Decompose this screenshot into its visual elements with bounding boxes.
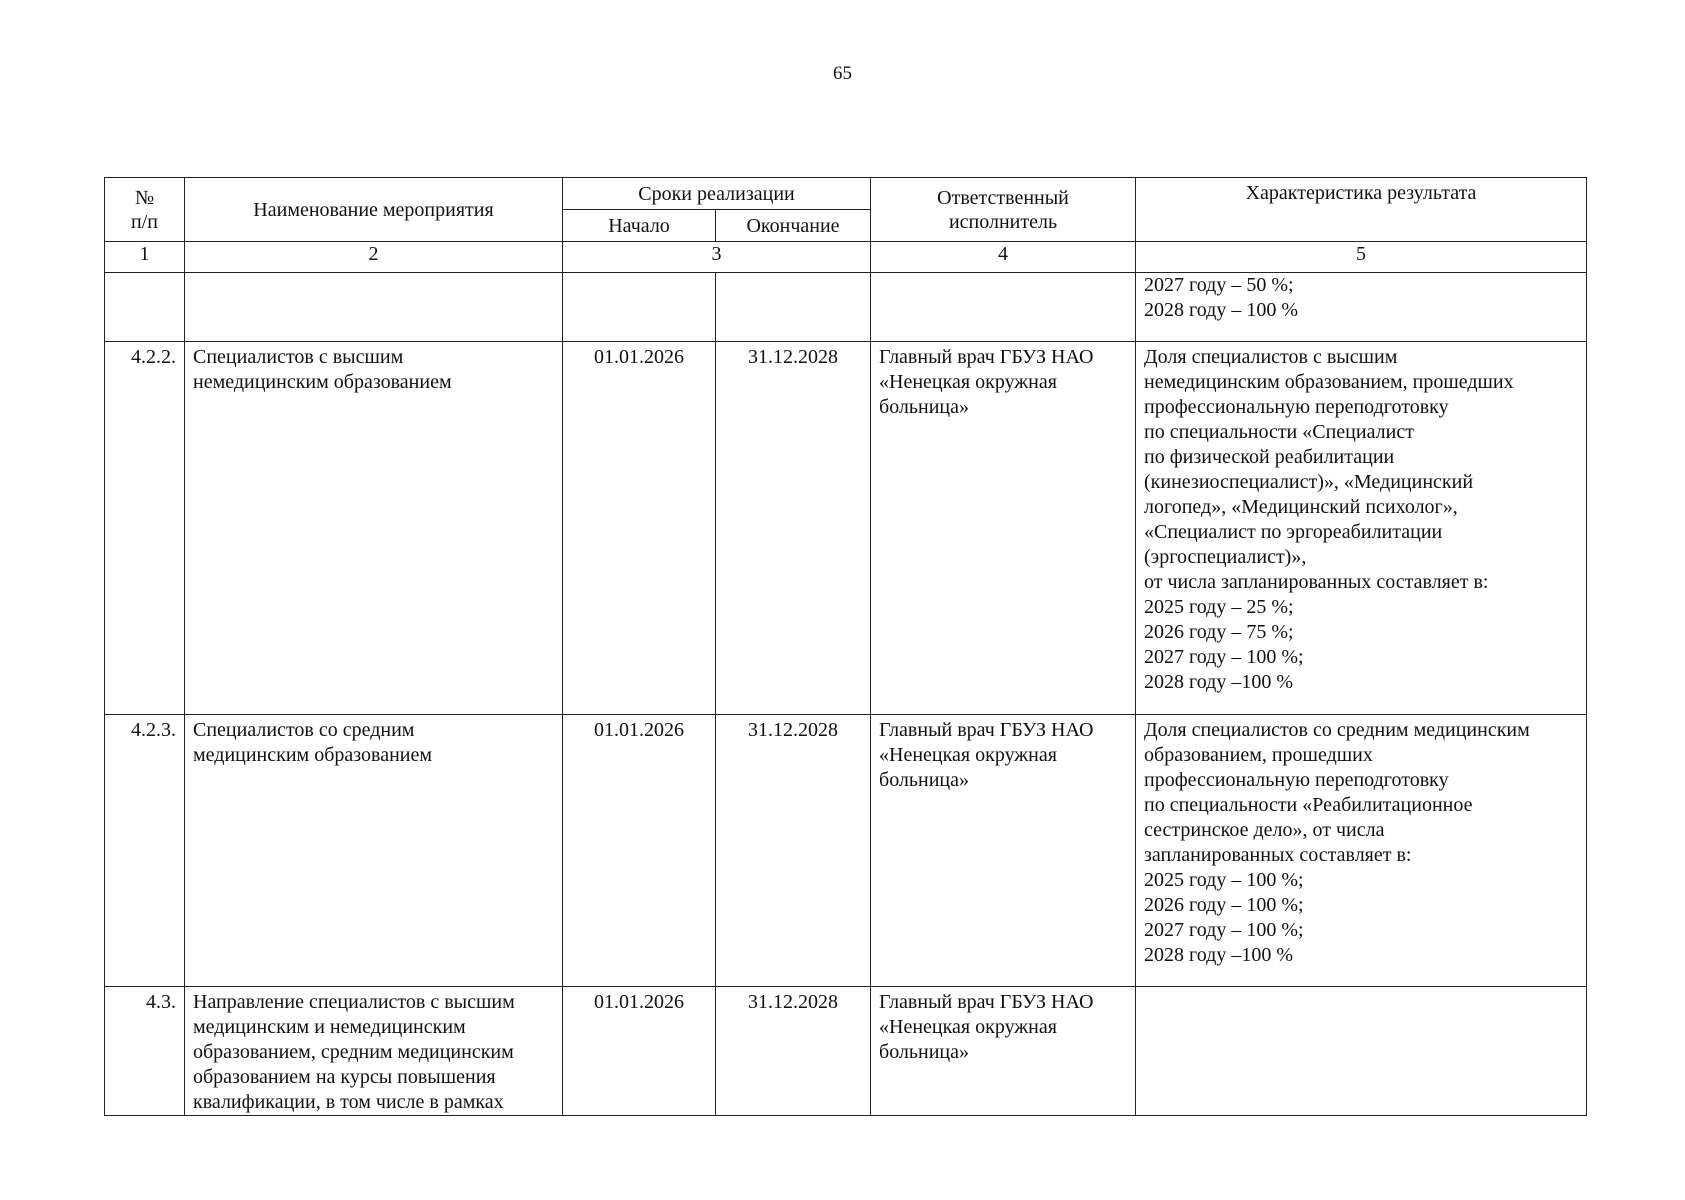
row-responsible — [871, 273, 1136, 342]
header-period: Сроки реализации — [563, 178, 871, 210]
row-start: 01.01.2026 — [563, 987, 716, 1116]
row-responsible: Главный врач ГБУЗ НАО «Ненецкая окружная больница» — [871, 715, 1136, 987]
row-num: 4.3. — [105, 987, 185, 1116]
row-end: 31.12.2028 — [716, 715, 871, 987]
table-row — [105, 715, 1587, 987]
row-num: 4.2.2. — [105, 342, 185, 715]
row-end: 31.12.2028 — [716, 342, 871, 715]
activities-table — [104, 177, 1587, 1116]
row-result: Доля специалистов со средним медицинским образованием, прошедших профессиональную переподготовку по специальности «Реабилитационное сестринское дело», от числа запланированных составляет в: 2025 году – 100 %; 2026 году – 100 %; 2027 году – 100 %; 2028 году –100 % — [1136, 715, 1587, 987]
row-name: Специалистов со средним медицинским образованием — [185, 715, 563, 987]
header-name: Наименование мероприятия — [185, 178, 563, 242]
row-num: 4.2.3. — [105, 715, 185, 987]
row-start — [563, 273, 716, 342]
row-result: Доля специалистов с высшим немедицинским образованием, прошедших профессиональную переподготовку по специальности «Специалист по физической реабилитации (кинезиоспециалист)», «Медицинский логопед», «Медицинский психолог», «Специалист по эргореабилитации (эргоспециалист)», от числа запланированных составляет в: 2025 году – 25 %; 2026 году – 75 %; 2027 году – 100 %; 2028 году –100 % — [1136, 342, 1587, 715]
row-name: Специалистов с высшим немедицинским образованием — [185, 342, 563, 715]
row-responsible: Главный врач ГБУЗ НАО «Ненецкая окружная больница» — [871, 342, 1136, 715]
row-start: 01.01.2026 — [563, 715, 716, 987]
column-number: 1 — [105, 242, 185, 273]
row-end: 31.12.2028 — [716, 987, 871, 1116]
row-start: 01.01.2026 — [563, 342, 716, 715]
header-responsible: Ответственный исполнитель — [871, 178, 1136, 242]
table-row — [105, 342, 1587, 715]
row-responsible: Главный врач ГБУЗ НАО «Ненецкая окружная больница» — [871, 987, 1136, 1116]
column-numbers-row — [105, 242, 1587, 273]
column-number: 4 — [871, 242, 1136, 273]
row-name — [185, 273, 563, 342]
row-result — [1136, 987, 1587, 1116]
row-result: 2027 году – 50 %; 2028 году – 100 % — [1136, 273, 1587, 342]
row-name: Направление специалистов с высшим медицинским и немедицинским образованием, средним медицинским образованием на курсы повышения квалификации, в том числе в рамках — [185, 987, 563, 1116]
column-number: 5 — [1136, 242, 1587, 273]
header-end: Окончание — [716, 210, 871, 242]
table-row — [105, 987, 1587, 1116]
column-number: 3 — [563, 242, 871, 273]
page-number: 65 — [833, 63, 852, 84]
row-end — [716, 273, 871, 342]
column-number: 2 — [185, 242, 563, 273]
header-start: Начало — [563, 210, 716, 242]
table-row — [105, 273, 1587, 342]
header-result: Характеристика результата — [1136, 178, 1587, 242]
header-num: № п/п — [105, 178, 185, 242]
row-num — [105, 273, 185, 342]
